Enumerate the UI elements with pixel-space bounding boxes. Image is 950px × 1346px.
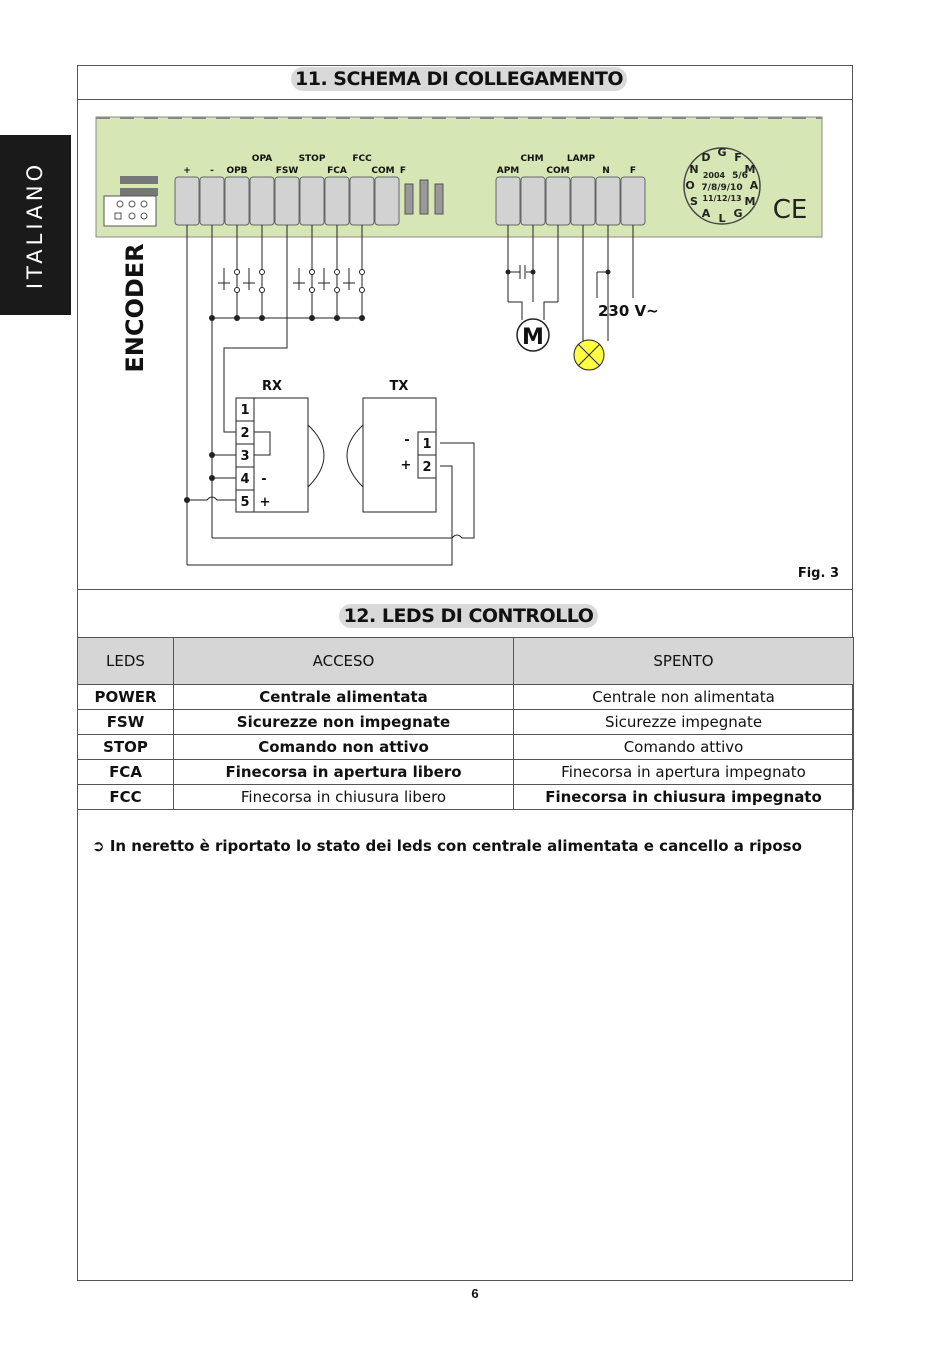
rx-sign-plus: +: [259, 495, 271, 510]
svg-text:M: M: [522, 325, 544, 350]
led-spento: Finecorsa in chiusura impegnato: [514, 785, 854, 810]
tx-sign-plus: +: [400, 458, 412, 473]
label-minus: -: [210, 166, 214, 176]
svg-text:N: N: [689, 163, 699, 176]
note-text: In neretto è riportato lo stato dei leds con centrale alimentata e cancello a riposo: [109, 837, 802, 855]
table-header-row: [78, 638, 854, 685]
motor-symbol: [517, 319, 549, 351]
header-leds: LEDS: [78, 638, 174, 685]
led-acceso: Comando non attivo: [174, 735, 514, 760]
rx-terminal-2: 2: [240, 426, 250, 441]
tx-sign-minus: -: [404, 433, 410, 448]
language-tab-label: ITALIANO: [23, 160, 47, 290]
label-chm: CHM: [520, 154, 544, 164]
led-name: FCA: [78, 760, 174, 785]
header-spento: SPENTO: [514, 638, 854, 685]
label-opb: OPB: [226, 166, 248, 176]
svg-text:M: M: [744, 163, 756, 176]
rx-sign-minus: -: [261, 472, 267, 487]
label-f: F: [399, 166, 407, 176]
tx-module: [347, 398, 436, 512]
svg-text:11/12/13: 11/12/13: [702, 194, 742, 203]
label-plus: +: [183, 166, 191, 176]
label-com: COM: [371, 166, 395, 176]
svg-text:A: A: [701, 207, 711, 220]
rx-terminal-3: 3: [240, 449, 250, 464]
table-note: [92, 837, 802, 855]
label-fcc: FCC: [352, 154, 372, 164]
table-row: [78, 710, 854, 735]
svg-text:2004: 2004: [702, 171, 726, 180]
page-number: 6: [471, 1286, 479, 1301]
arrow-icon: ➲: [92, 837, 105, 855]
table-row: [78, 685, 854, 710]
label-f-right: F: [629, 166, 637, 176]
svg-text:G: G: [733, 207, 743, 220]
svg-text:M: M: [744, 195, 756, 208]
svg-text:D: D: [701, 151, 711, 164]
tx-terminal-2: 2: [422, 460, 432, 475]
leds-table: [77, 637, 854, 810]
led-name: POWER: [78, 685, 174, 710]
lamp-symbol: [574, 340, 604, 370]
svg-text:7/8/9/10: 7/8/9/10: [701, 183, 743, 193]
encoder-label: ENCODER: [121, 243, 149, 373]
wiring-left: [187, 225, 474, 565]
svg-text:S: S: [690, 195, 698, 208]
led-acceso: Finecorsa in chiusura libero: [174, 785, 514, 810]
label-stop: STOP: [298, 154, 326, 164]
table-row: [78, 760, 854, 785]
terminal-block-left: [175, 177, 399, 225]
label-com-right: COM: [546, 166, 570, 176]
table-row: [78, 735, 854, 760]
led-name: STOP: [78, 735, 174, 760]
led-spento: Finecorsa in apertura impegnato: [514, 760, 854, 785]
table-row: [78, 785, 854, 810]
header-acceso: ACCESO: [174, 638, 514, 685]
svg-text:F: F: [734, 151, 742, 164]
label-apm: APM: [496, 166, 520, 176]
led-acceso: Sicurezze non impegnate: [174, 710, 514, 735]
label-n: N: [602, 166, 610, 176]
led-spento: Comando attivo: [514, 735, 854, 760]
led-name: FCC: [78, 785, 174, 810]
rx-terminal-5: 5: [240, 495, 250, 510]
svg-text:5/6: 5/6: [732, 171, 748, 181]
led-name: FSW: [78, 710, 174, 735]
tx-terminal-1: 1: [422, 437, 432, 452]
label-fsw: FSW: [275, 166, 299, 176]
label-lamp: LAMP: [566, 154, 596, 164]
tx-label: TX: [389, 379, 409, 394]
terminal-block-right: [496, 177, 645, 225]
svg-text:G: G: [717, 146, 727, 159]
figure-label: Fig. 3: [797, 566, 839, 581]
fuses: [405, 180, 443, 214]
led-acceso: Finecorsa in apertura libero: [174, 760, 514, 785]
led-acceso: Centrale alimentata: [174, 685, 514, 710]
label-opa: OPA: [251, 154, 273, 164]
rx-terminal-1: 1: [240, 403, 250, 418]
rx-label: RX: [261, 379, 283, 394]
led-spento: Centrale non alimentata: [514, 685, 854, 710]
rx-terminal-4: 4: [240, 472, 250, 487]
ce-mark: CE: [772, 195, 808, 225]
section-title-schema: 11. SCHEMA DI COLLEGAMENTO: [291, 67, 627, 91]
svg-text:O: O: [685, 179, 695, 192]
svg-text:L: L: [718, 212, 726, 225]
svg-text:A: A: [749, 179, 759, 192]
voltage-label: 230 V~: [598, 302, 659, 320]
label-fca: FCA: [327, 166, 347, 176]
led-spento: Sicurezze impegnate: [514, 710, 854, 735]
section-title-leds: 12. LEDS DI CONTROLLO: [339, 604, 598, 628]
